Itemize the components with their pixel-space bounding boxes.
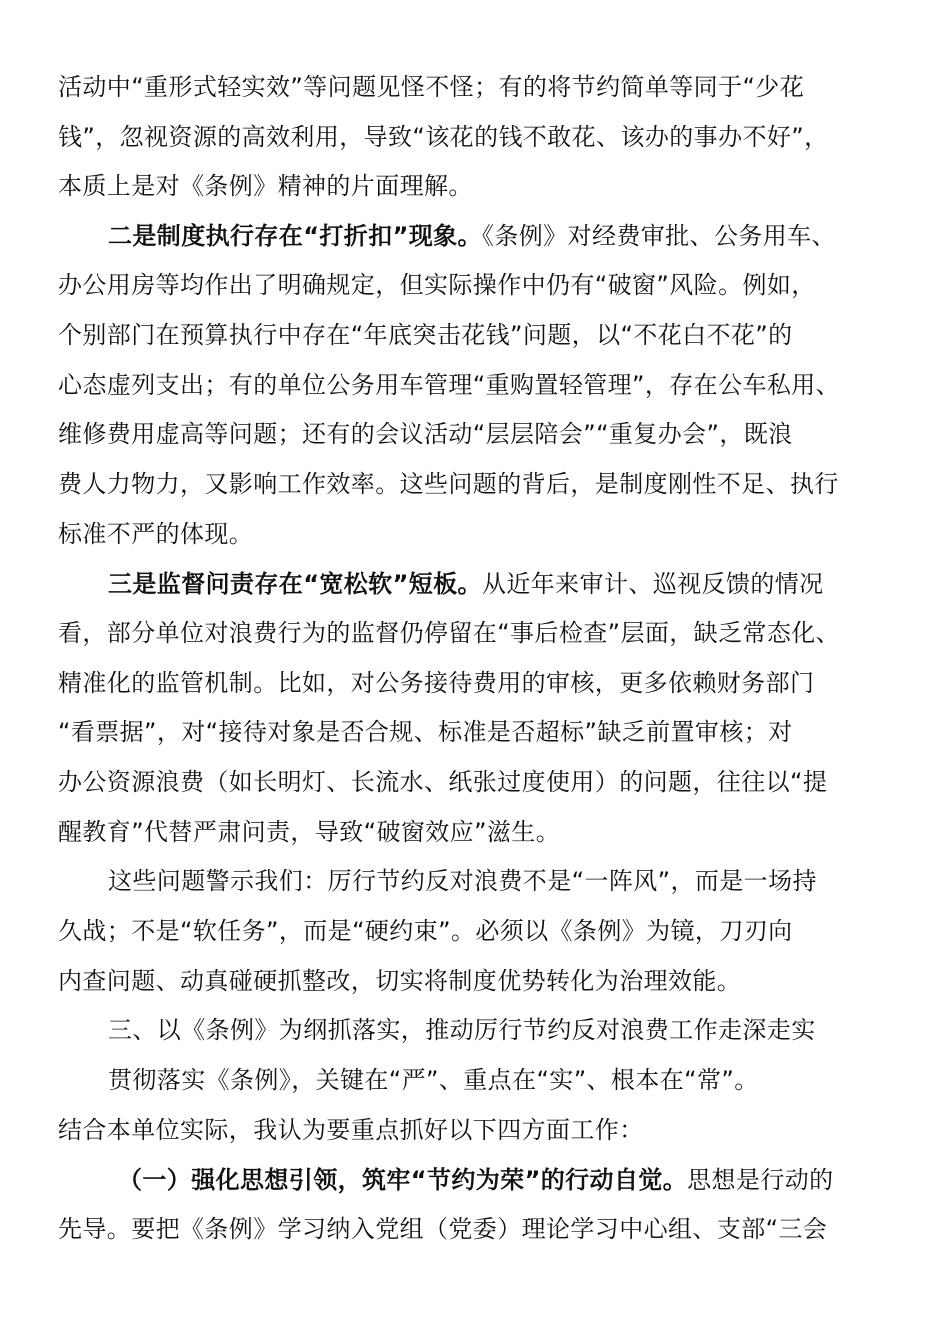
text-span: 《条例》对经费审批、公务用车、 [481, 222, 836, 250]
section-heading-2: 二是制度执行存在“打折扣”现象。 [108, 222, 482, 250]
text-line: 钱”，忽视资源的高效利用，导致“该花的钱不敢花、该办的事办不好”， [58, 123, 829, 151]
text-line: 醒教育”代替严肃问责，导致“破窗效应”滋生。 [58, 818, 561, 846]
text-line: 标准不严的体现。 [58, 520, 254, 548]
text-line: 本质上是对《条例》精神的片面理解。 [58, 172, 473, 200]
section-heading-3: 三是监督问责存在“宽松软”短板。 [108, 570, 482, 598]
paragraph-first-line: 这些问题警示我们：厉行节约反对浪费不是“一阵风”，而是一场持 [108, 867, 817, 895]
subsection-heading-1: （一）强化思想引领，筑牢“节约为荣”的行动自觉。 [118, 1166, 688, 1194]
text-line: 结合本单位实际，我认为要重点抓好以下四方面工作： [58, 1116, 644, 1144]
text-line: 久战；不是“软任务”，而是“硬约束”。必须以《条例》为镜，刀刃向 [58, 917, 793, 945]
text-line: 办公用房等均作出了明确规定，但实际操作中仍有“破窗”风险。例如， [58, 271, 816, 299]
text-line: “看票据”，对“接待对象是否合规、标准是否超标”缺乏前置审核；对 [58, 718, 793, 746]
text-line: 活动中“重形式轻实效”等问题见怪不怪；有的将节约简单等同于“少花 [58, 73, 805, 101]
paragraph-first-line [108, 216, 878, 256]
text-span: 思想是行动的 [687, 1166, 834, 1194]
text-span: 从近年来审计、巡视反馈的情况 [481, 570, 824, 598]
text-line: 内查问题、动真碰硬抓整改，切实将制度优势转化为治理效能。 [58, 967, 742, 995]
text-line: 精准化的监管机制。比如，对公务接待费用的审核，更多依赖财务部门 [58, 669, 815, 697]
paragraph-first-line: 贯彻落实《条例》，关键在“严”、重点在“实”、根本在“常”。 [108, 1066, 759, 1094]
text-line: 个别部门在预算执行中存在“年底突击花钱”问题，以“不花白不花”的 [58, 321, 793, 349]
paragraph-first-line [118, 1160, 878, 1200]
text-line: 先导。要把《条例》学习纳入党组（党委）理论学习中心组、支部“三会 [58, 1215, 828, 1243]
text-line: 费人力物力，又影响工作效率。这些问题的背后，是制度刚性不足、执行 [58, 470, 839, 498]
text-line: 心态虚列支出；有的单位公务用车管理“重购置轻管理”，存在公车私用、 [58, 371, 841, 399]
text-line: 办公资源浪费（如长明灯、长流水、纸张过度使用）的问题，往往以“提 [58, 768, 828, 796]
text-line: 维修费用虚高等问题；还有的会议活动“层层陪会”“重复办会”，既浪 [58, 420, 793, 448]
paragraph-first-line [108, 564, 878, 604]
text-line: 看，部分单位对浪费行为的监督仍停留在“事后检查”层面，缺乏常态化、 [58, 619, 841, 647]
chapter-heading: 三、以《条例》为纲抓落实，推动厉行节约反对浪费工作走深走实 [108, 1016, 816, 1044]
